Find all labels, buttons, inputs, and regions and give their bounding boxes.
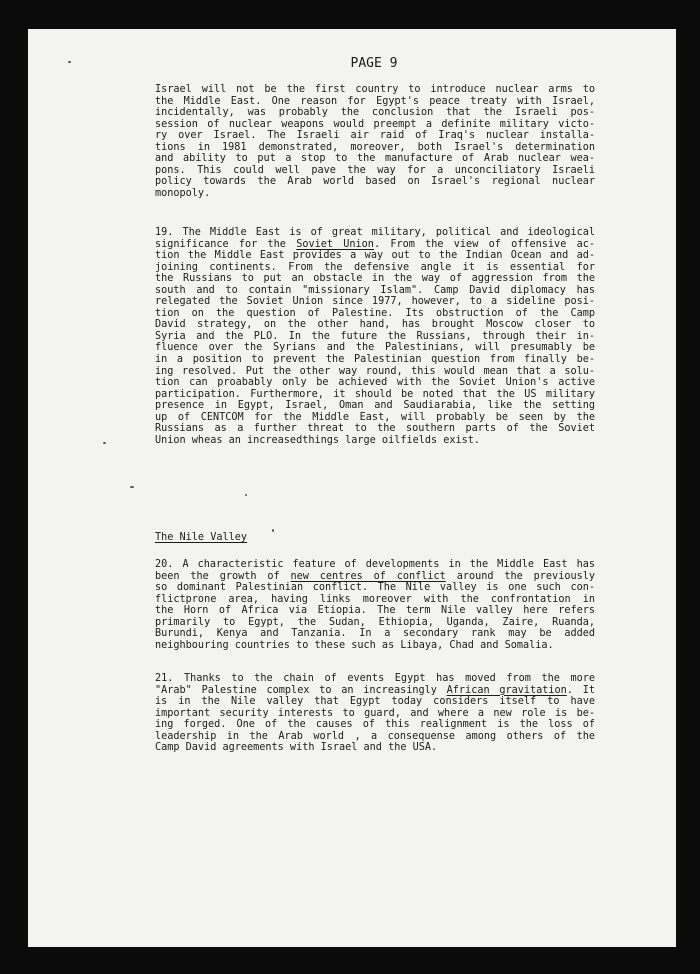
- text-line: joining continents. From the defensive angle it is essential for: [155, 261, 595, 273]
- text-line: ing forged. One of the causes of this realignment is the loss of: [155, 719, 595, 731]
- text-line: 19. The Middle East is of great military, political and ideological: [155, 227, 595, 238]
- paragraph-20: [155, 559, 595, 651]
- text-line: Russians as a further threat to the southern parts of the Soviet: [155, 423, 595, 435]
- text-segment: "Arab" Palestine complex to an increasingly: [155, 684, 447, 696]
- text-line: the Russians to put an obstacle in the way of aggression from the: [155, 273, 595, 285]
- page-number: PAGE 9: [350, 56, 398, 71]
- text-line: and ability to put a stop to the manufacture of Arab nuclear wea-: [155, 153, 595, 165]
- paragraph-intro: [155, 84, 595, 199]
- underlined-term-new-centres: new centres of conflict: [290, 570, 446, 582]
- text-line: relegated the Soviet Union since 1977, however, to a sideline posi-: [155, 296, 595, 308]
- text-segment: been the growth of: [155, 570, 291, 582]
- text-line: primarily to Egypt, the Sudan, Ethiopia, Uganda, Zaire, Ruanda,: [155, 616, 595, 628]
- text-segment: . It: [566, 684, 595, 696]
- text-line: participation. Furthermore, it should be noted that the US military: [155, 388, 595, 400]
- scan-speck: [272, 529, 274, 532]
- text-line: tion on the question of Palestine. Its obstruction of the Camp: [155, 307, 595, 319]
- text-line: leadership in the Arab world , a consequense among others of the: [155, 730, 595, 742]
- text-line: session of nuclear weapons would preempt a definite military victo-: [155, 118, 595, 130]
- text-line: in a position to prevent the Palestinian question from finally be-: [155, 354, 595, 366]
- text-line: is in the Nile valley that Egypt today considers itself to have: [155, 696, 595, 708]
- text-line: Israel will not be the first country to introduce nuclear arms to: [155, 84, 595, 95]
- text-line: ry over Israel. The Israeli air raid of Iraq's nuclear installa-: [155, 130, 595, 142]
- text-line: 21. Thanks to the chain of events Egypt has moved from the more: [155, 673, 595, 684]
- text-line: [155, 685, 595, 697]
- text-line: important security interests to guard, and where a new role is be-: [155, 707, 595, 719]
- scan-speck: [245, 494, 247, 496]
- text-line: policy towards the Arab world based on Israel's regional nuclear: [155, 176, 595, 188]
- text-line: neighbouring countries to these such as Libaya, Chad and Somalia.: [155, 639, 554, 651]
- paragraph-19: [155, 227, 595, 446]
- text-line: David strategy, on the other hand, has brought Moscow closer to: [155, 319, 595, 331]
- scan-speck: [130, 486, 134, 488]
- text-segment: significance for the: [155, 238, 297, 250]
- text-segment: around the previously: [445, 570, 595, 582]
- text-line: the Middle East. One reason for Egypt's peace treaty with Israel,: [155, 95, 595, 107]
- scan-speck: [103, 442, 106, 444]
- text-line: tion can proabably only be achieved with the Soviet Union's active: [155, 377, 595, 389]
- text-line: south and to contain "missionary Islam". Camp David diplomacy has: [155, 284, 595, 296]
- text-line: Union wheas an increasedthings large oilfields exist.: [155, 434, 481, 446]
- text-line: incidentally, was probably the conclusion that the Israeli pos-: [155, 107, 595, 119]
- text-line: fluence over the Syrians and the Palestinians, will presumably be: [155, 342, 595, 354]
- text-segment: . From the view of offensive ac-: [373, 238, 595, 250]
- text-line: so dominant Palestinian conflict. The Nile valley is one such con-: [155, 582, 595, 594]
- text-line: [155, 239, 595, 251]
- scan-speck: [68, 61, 71, 63]
- text-line: tion the Middle East provides a way out to the Indian Ocean and ad-: [155, 250, 595, 262]
- text-line: up of CENTCOM for the Middle East, will probably be seen by the: [155, 411, 595, 423]
- text-line: Burundi, Kenya and Tanzania. In a secondary rank may be added: [155, 628, 595, 640]
- text-line: presence in Egypt, Israel, Oman and Saudiarabia, like the setting: [155, 400, 595, 412]
- paragraph-21: [155, 673, 595, 754]
- text-line: 20. A characteristic feature of developments in the Middle East has: [155, 559, 595, 570]
- text-line: tions in 1981 demonstrated, moreover, both Israel's determination: [155, 141, 595, 153]
- text-line: [155, 571, 595, 583]
- text-line: pons. This could well pave the way for a unconciliatory Israeli: [155, 164, 595, 176]
- underlined-term-soviet-union: Soviet Union: [296, 238, 374, 250]
- document-page: [28, 29, 676, 947]
- text-line: flictprone area, having links moreover with the confrontation in: [155, 593, 595, 605]
- text-line: monopoly.: [155, 187, 211, 199]
- underlined-term-african-gravitation: African gravitation: [446, 684, 567, 696]
- text-line: ing resolved. Put the other way round, this would mean that a solu-: [155, 365, 595, 377]
- section-heading: The Nile Valley: [155, 532, 248, 543]
- text-line: Camp David agreements with Israel and the USA.: [155, 742, 438, 754]
- text-line: the Horn of Africa via Etiopia. The term Nile valley here refers: [155, 605, 595, 617]
- text-line: Syria and the PLO. In the future the Russians, through their in-: [155, 330, 595, 342]
